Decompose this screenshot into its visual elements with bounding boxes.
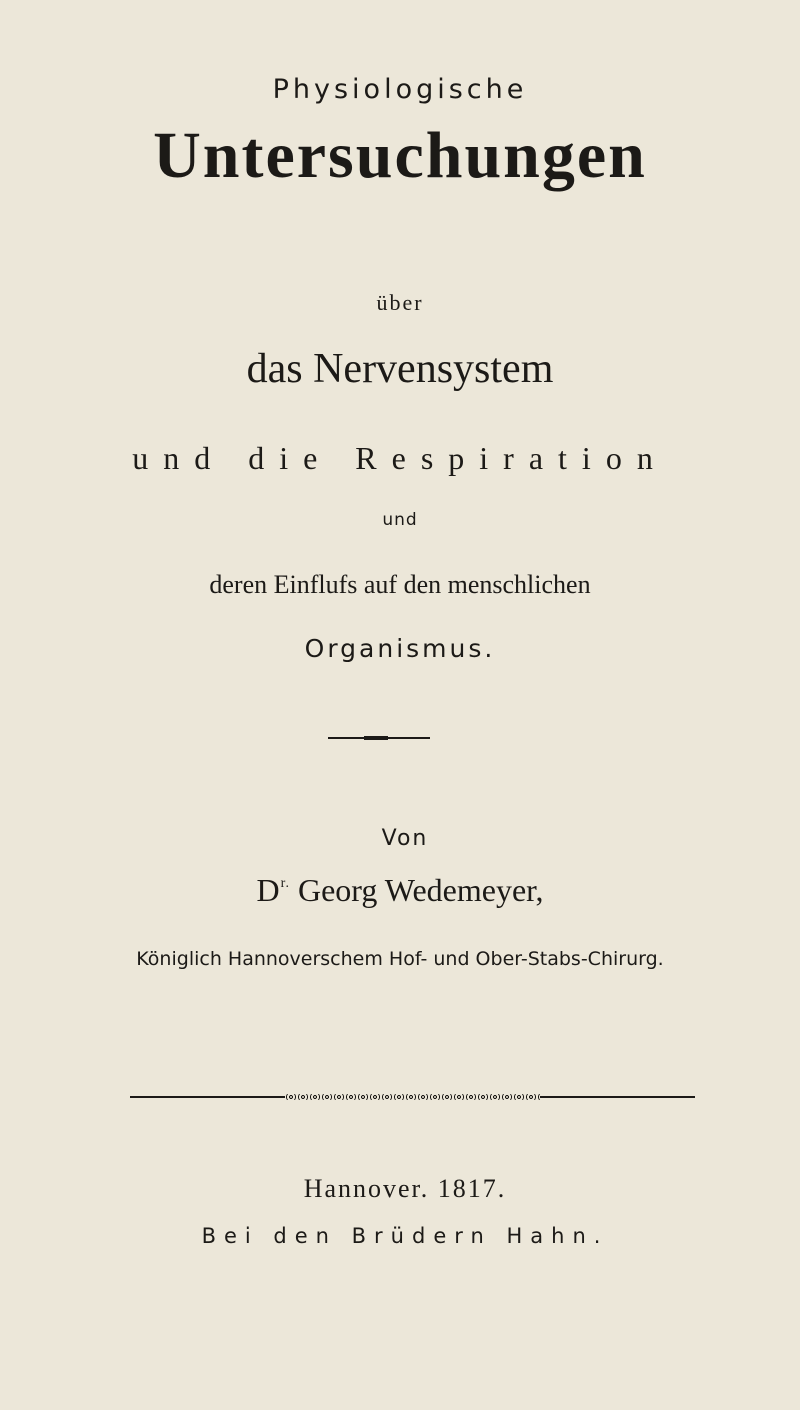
subject-respiration: und die Respiration xyxy=(132,440,668,476)
und-line: und xyxy=(382,510,418,530)
von-line: Von xyxy=(381,826,429,851)
subject-einfluss: deren Einflufs auf den menschlichen xyxy=(209,570,591,599)
imprint-publisher: Bei den Brüdern Hahn. xyxy=(201,1224,609,1248)
pre-title: Physiologische xyxy=(272,74,528,105)
author-prefix: $D^{r.}$ xyxy=(256,872,290,908)
author-title: Königlich Hannoverschem Hof- und Ober-Stabs-Chirurg. xyxy=(136,948,664,970)
author-line xyxy=(0,872,800,909)
main-title: Untersuchungen xyxy=(153,119,647,192)
ornamental-rule xyxy=(130,1094,695,1100)
imprint-place-year: Hannover. 1817. xyxy=(303,1174,507,1203)
subject-organismus: Organismus. xyxy=(304,634,496,663)
author-name: Georg Wedemeyer, xyxy=(297,872,544,908)
ueber-line: über xyxy=(376,290,424,315)
title-divider-rule xyxy=(328,737,430,739)
subject-nervensystem: das Nervensystem xyxy=(246,346,554,392)
